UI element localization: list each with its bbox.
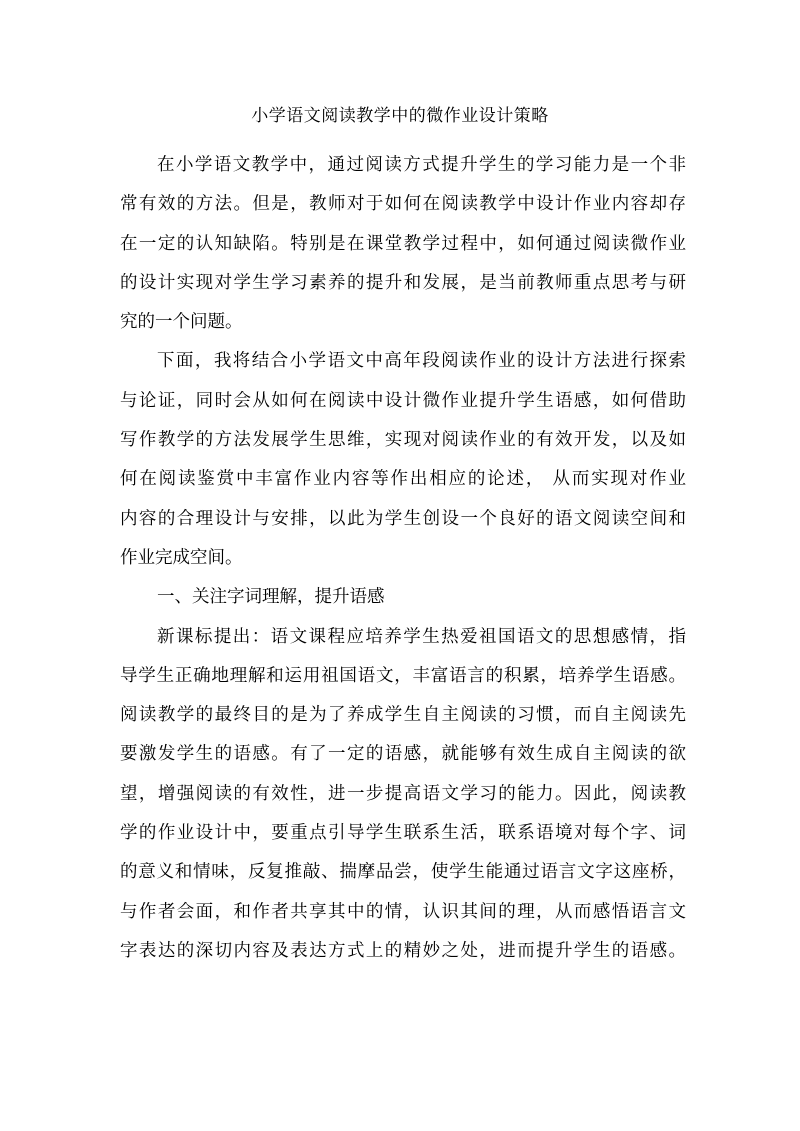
- text-line: 作业完成空间。: [120, 547, 243, 568]
- text-line: 在小学语文教学中，通过阅读方式提升学生的学习能力是一个非: [157, 155, 686, 175]
- text-line: 阅读教学的最终目的是为了养成学生自主阅读的习惯，而自主阅读先: [120, 705, 686, 726]
- text-line: 字表达的深切内容及表达方式上的精妙之处，进而提升学生的语感。: [120, 940, 686, 961]
- text-line: 导学生正确地理解和运用祖国语文，丰富语言的积累，培养学生语感。: [120, 665, 686, 686]
- text-line: 的意义和情味，反复推敲、揣摩品尝，使学生能通过语言文字这座桥，: [120, 862, 686, 883]
- text-line: 与作者会面，和作者共享其中的情，认识其间的理，从而感悟语言文: [120, 901, 686, 922]
- text-line: 学的作业设计中，要重点引导学生联系生活，联系语境对每个字、词: [120, 823, 686, 844]
- text-line: 望，增强阅读的有效性，进一步提高语文学习的能力。因此，阅读教: [120, 783, 686, 804]
- text-line: 常有效的方法。但是，教师对于如何在阅读教学中设计作业内容却存: [120, 194, 686, 215]
- text-line: 写作教学的方法发展学生思维，实现对阅读作业的有效开发，以及如: [120, 430, 686, 451]
- text-line: 与论证，同时会从如何在阅读中设计微作业提升学生语感，如何借助: [120, 390, 686, 411]
- text-line: 究的一个问题。: [120, 312, 243, 333]
- text-line: 何在阅读鉴赏中丰富作业内容等作出相应的论述， 从而实现对作业: [120, 469, 686, 490]
- text-line: 一、关注字词理解，提升语感: [157, 587, 385, 608]
- text-line: 要激发学生的语感。有了一定的语感，就能够有效生成自主阅读的欲: [120, 744, 686, 765]
- document-body: [120, 146, 686, 971]
- text-line: 内容的合理设计与安排，以此为学生创设一个良好的语文阅读空间和: [120, 508, 686, 529]
- text-line: 在一定的认知缺陷。特别是在课堂教学过程中，如何通过阅读微作业: [120, 233, 686, 254]
- document-title: 小学语文阅读教学中的微作业设计策略: [251, 106, 549, 126]
- text-line: 的设计实现对学生学习素养的提升和发展，是当前教师重点思考与研: [120, 272, 686, 293]
- text-line: 下面，我将结合小学语文中高年段阅读作业的设计方法进行探索: [157, 351, 686, 372]
- text-line: 新课标提出：语文课程应培养学生热爱祖国语文的思想感情，指: [157, 626, 686, 647]
